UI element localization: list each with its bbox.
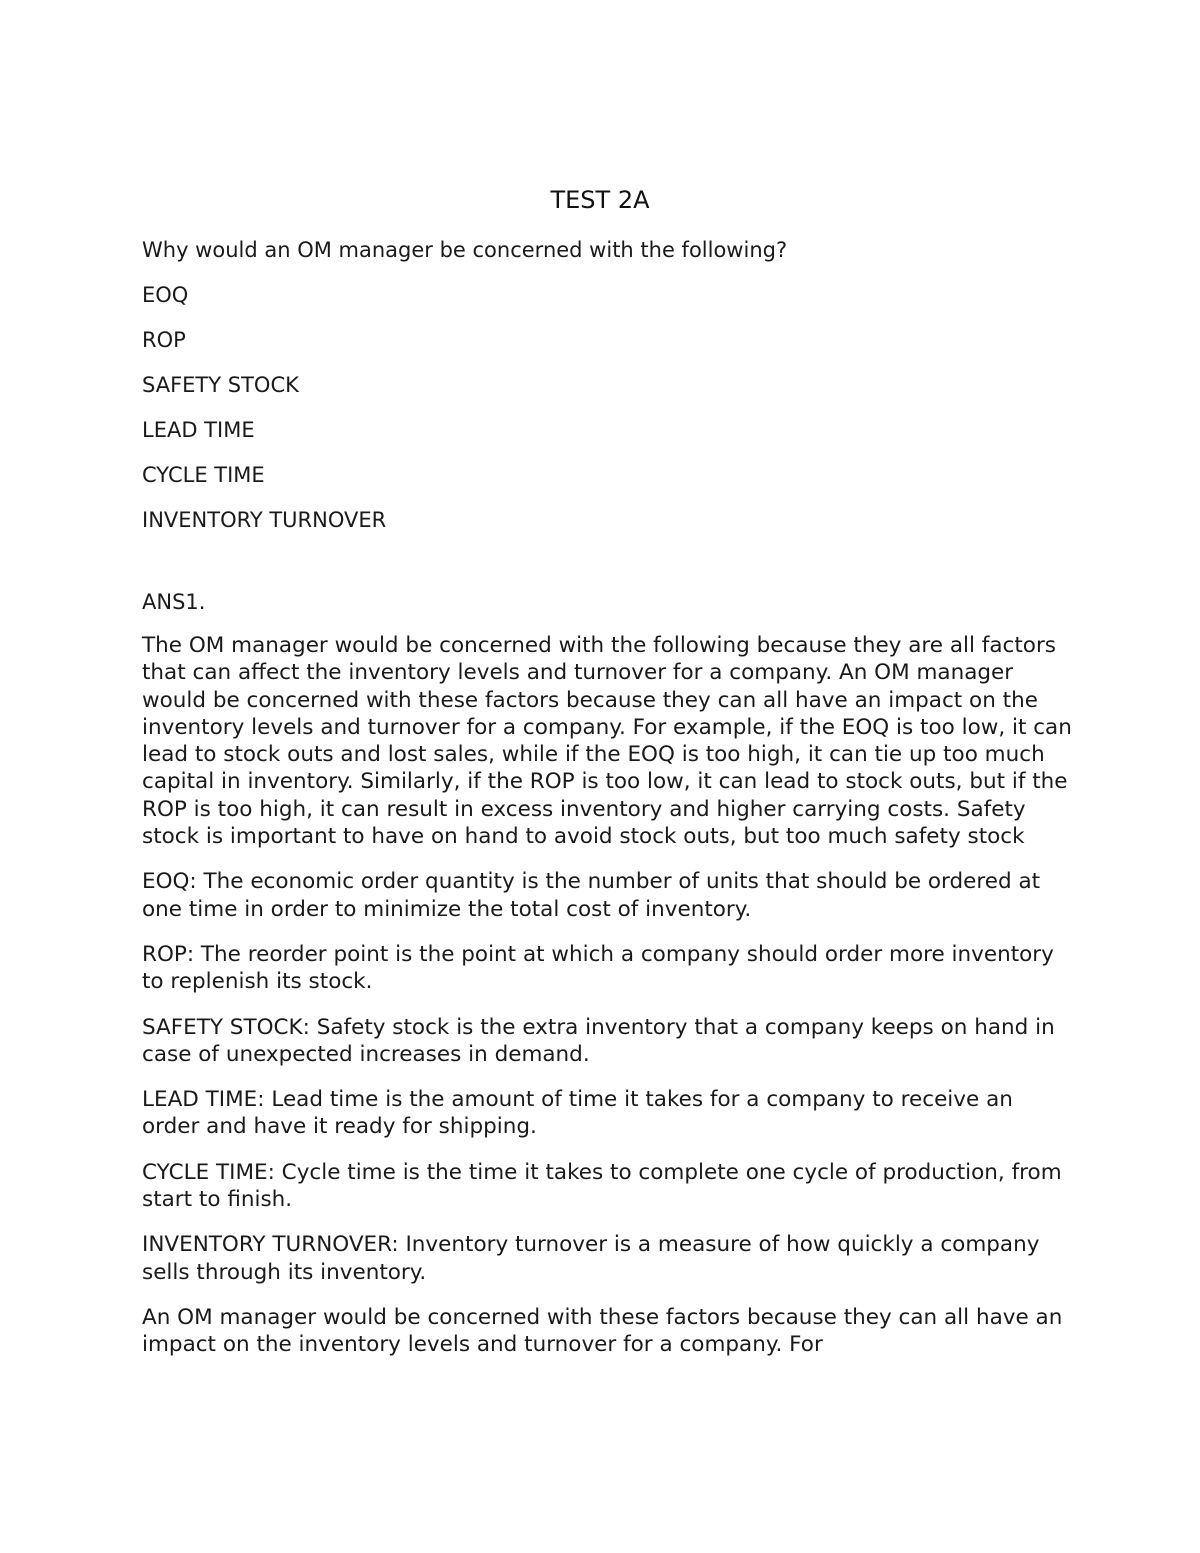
term-rop: ROP [142,328,186,352]
answer-paragraph-lead-time: LEAD TIME: Lead time is the amount of time it takes for a company to receive an order and have it ready for shipping. [142,1087,1013,1140]
answer-paragraph-eoq: EOQ: The economic order quantity is the number of units that should be ordered at one time in order to minimize the total cost of inventory. [142,869,1041,922]
answer-label: ANS1. [142,590,206,614]
answer-paragraph-intro: The OM manager would be concerned with the following because they are all factors that can affect the inventory levels and turnover for a company. An OM manager would be concerned with these factors because they can all have an impact on the inventory levels and turnover for a company. For example, if the EOQ is too low, it can lead to stock outs and lost sales, while if the EOQ is too high, it can tie up too much capital in inventory. Similarly, if the ROP is too low, it can lead to stock outs, but if the ROP is too high, it can result in excess inventory and higher carrying costs. Safety stock is important to have on hand to avoid stock outs, but too much safety stock [142,633,1072,850]
answer-paragraph-cycle-time: CYCLE TIME: Cycle time is the time it takes to complete one cycle of production, from start to finish. [142,1159,1062,1213]
term-cycle-time: CYCLE TIME [142,463,265,487]
term-safety-stock: SAFETY STOCK [142,373,299,397]
answer-paragraph-rop: ROP: The reorder point is the point at which a company should order more inventory to replenish its stock. [142,941,1054,995]
term-lead-time: LEAD TIME [142,418,255,442]
document-title: TEST 2A [550,186,650,214]
term-eoq: EOQ [142,283,189,307]
answer-paragraph-closing: An OM manager would be concerned with these factors because they can all have an impact on the inventory levels and turnover for a company. For [142,1304,1063,1358]
answer-paragraph-safety-stock: SAFETY STOCK: Safety stock is the extra inventory that a company keeps on hand in case of unexpected increases in demand. [142,1014,1055,1067]
document-body [142,235,1072,1377]
answer-paragraph-inventory-turnover: INVENTORY TURNOVER: Inventory turnover is a measure of how quickly a company sells through its inventory. [142,1232,1040,1285]
term-inventory-turnover: INVENTORY TURNOVER [142,508,387,532]
question-text: Why would an OM manager be concerned with the following? [142,238,788,262]
